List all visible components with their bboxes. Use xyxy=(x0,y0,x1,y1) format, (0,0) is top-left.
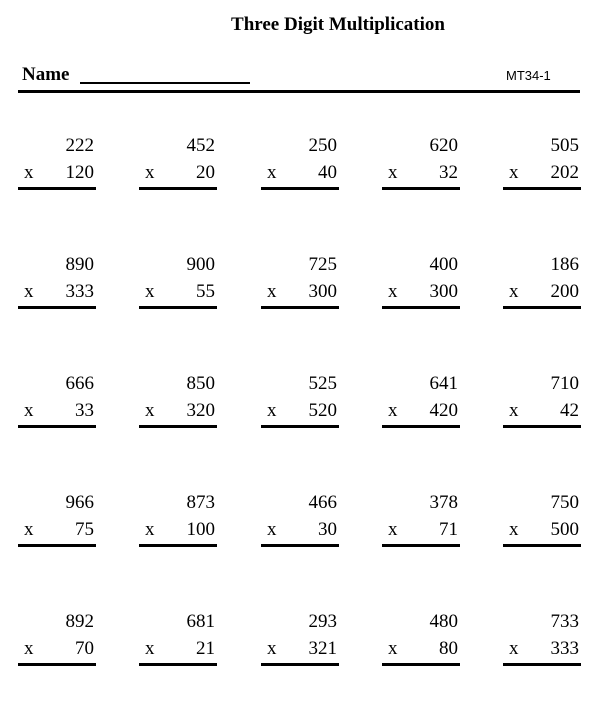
answer-line xyxy=(18,544,96,547)
multiplier: 100 xyxy=(186,519,215,540)
multiplicand: 480 xyxy=(429,611,458,632)
times-sign: x xyxy=(509,281,519,302)
times-sign: x xyxy=(145,638,155,659)
answer-line xyxy=(18,306,96,309)
answer-line xyxy=(261,425,339,428)
times-sign: x xyxy=(509,638,519,659)
answer-line xyxy=(382,306,460,309)
times-sign: x xyxy=(388,519,398,540)
multiplier: 120 xyxy=(65,162,94,183)
multiplier: 321 xyxy=(308,638,337,659)
answer-line xyxy=(18,187,96,190)
answer-line xyxy=(503,306,581,309)
problem-12 xyxy=(139,373,217,433)
times-sign: x xyxy=(267,400,277,421)
times-sign: x xyxy=(388,638,398,659)
answer-line xyxy=(382,187,460,190)
times-sign: x xyxy=(267,162,277,183)
times-sign: x xyxy=(267,638,277,659)
problem-13 xyxy=(261,373,339,433)
multiplicand: 750 xyxy=(550,492,579,513)
header-divider xyxy=(18,90,580,93)
multiplier: 30 xyxy=(318,519,337,540)
problem-3 xyxy=(261,135,339,195)
multiplier: 32 xyxy=(439,162,458,183)
times-sign: x xyxy=(145,400,155,421)
multiplier: 333 xyxy=(65,281,94,302)
multiplicand: 641 xyxy=(429,373,458,394)
answer-line xyxy=(503,425,581,428)
times-sign: x xyxy=(509,400,519,421)
problem-18 xyxy=(261,492,339,552)
multiplicand: 892 xyxy=(65,611,94,632)
problem-19 xyxy=(382,492,460,552)
answer-line xyxy=(139,425,217,428)
name-field-line[interactable] xyxy=(80,82,250,84)
problem-9 xyxy=(382,254,460,314)
multiplicand: 505 xyxy=(550,135,579,156)
times-sign: x xyxy=(267,519,277,540)
multiplier: 20 xyxy=(196,162,215,183)
multiplier: 70 xyxy=(75,638,94,659)
multiplier: 200 xyxy=(550,281,579,302)
multiplier: 520 xyxy=(308,400,337,421)
multiplicand: 525 xyxy=(308,373,337,394)
multiplicand: 293 xyxy=(308,611,337,632)
answer-line xyxy=(503,663,581,666)
multiplier: 55 xyxy=(196,281,215,302)
times-sign: x xyxy=(509,162,519,183)
answer-line xyxy=(18,663,96,666)
answer-line xyxy=(503,187,581,190)
multiplier: 202 xyxy=(550,162,579,183)
multiplier: 500 xyxy=(550,519,579,540)
multiplicand: 400 xyxy=(429,254,458,275)
multiplier: 42 xyxy=(560,400,579,421)
answer-line xyxy=(382,663,460,666)
problem-20 xyxy=(503,492,581,552)
multiplicand: 378 xyxy=(429,492,458,513)
times-sign: x xyxy=(509,519,519,540)
problem-14 xyxy=(382,373,460,433)
multiplicand: 250 xyxy=(308,135,337,156)
multiplicand: 466 xyxy=(308,492,337,513)
answer-line xyxy=(261,306,339,309)
times-sign: x xyxy=(388,162,398,183)
problem-15 xyxy=(503,373,581,433)
multiplicand: 873 xyxy=(186,492,215,513)
problem-10 xyxy=(503,254,581,314)
problem-8 xyxy=(261,254,339,314)
times-sign: x xyxy=(145,162,155,183)
problem-6 xyxy=(18,254,96,314)
problem-24 xyxy=(382,611,460,671)
multiplicand: 733 xyxy=(550,611,579,632)
problem-21 xyxy=(18,611,96,671)
problem-23 xyxy=(261,611,339,671)
worksheet-code: MT34-1 xyxy=(506,68,551,83)
multiplicand: 620 xyxy=(429,135,458,156)
multiplicand: 725 xyxy=(308,254,337,275)
multiplier: 300 xyxy=(429,281,458,302)
multiplicand: 681 xyxy=(186,611,215,632)
multiplicand: 222 xyxy=(65,135,94,156)
problem-11 xyxy=(18,373,96,433)
times-sign: x xyxy=(24,400,34,421)
problem-22 xyxy=(139,611,217,671)
answer-line xyxy=(261,663,339,666)
answer-line xyxy=(139,306,217,309)
times-sign: x xyxy=(24,519,34,540)
multiplicand: 966 xyxy=(65,492,94,513)
multiplier: 71 xyxy=(439,519,458,540)
multiplicand: 890 xyxy=(65,254,94,275)
multiplier: 80 xyxy=(439,638,458,659)
problem-2 xyxy=(139,135,217,195)
multiplicand: 710 xyxy=(550,373,579,394)
times-sign: x xyxy=(145,281,155,302)
problem-16 xyxy=(18,492,96,552)
times-sign: x xyxy=(388,400,398,421)
problem-5 xyxy=(503,135,581,195)
name-label: Name xyxy=(22,64,70,85)
times-sign: x xyxy=(388,281,398,302)
multiplier: 333 xyxy=(550,638,579,659)
answer-line xyxy=(139,187,217,190)
problem-17 xyxy=(139,492,217,552)
multiplier: 40 xyxy=(318,162,337,183)
multiplier: 300 xyxy=(308,281,337,302)
multiplier: 420 xyxy=(429,400,458,421)
answer-line xyxy=(382,425,460,428)
multiplier: 21 xyxy=(196,638,215,659)
worksheet-title: Three Digit Multiplication xyxy=(231,14,445,35)
answer-line xyxy=(261,544,339,547)
answer-line xyxy=(382,544,460,547)
multiplicand: 186 xyxy=(550,254,579,275)
answer-line xyxy=(503,544,581,547)
times-sign: x xyxy=(24,162,34,183)
times-sign: x xyxy=(267,281,277,302)
multiplicand: 850 xyxy=(186,373,215,394)
problem-25 xyxy=(503,611,581,671)
answer-line xyxy=(261,187,339,190)
answer-line xyxy=(18,425,96,428)
problem-4 xyxy=(382,135,460,195)
problem-7 xyxy=(139,254,217,314)
problem-1 xyxy=(18,135,96,195)
times-sign: x xyxy=(145,519,155,540)
answer-line xyxy=(139,663,217,666)
times-sign: x xyxy=(24,638,34,659)
multiplicand: 900 xyxy=(186,254,215,275)
times-sign: x xyxy=(24,281,34,302)
multiplicand: 666 xyxy=(65,373,94,394)
multiplier: 33 xyxy=(75,400,94,421)
multiplier: 320 xyxy=(186,400,215,421)
multiplier: 75 xyxy=(75,519,94,540)
answer-line xyxy=(139,544,217,547)
multiplicand: 452 xyxy=(186,135,215,156)
